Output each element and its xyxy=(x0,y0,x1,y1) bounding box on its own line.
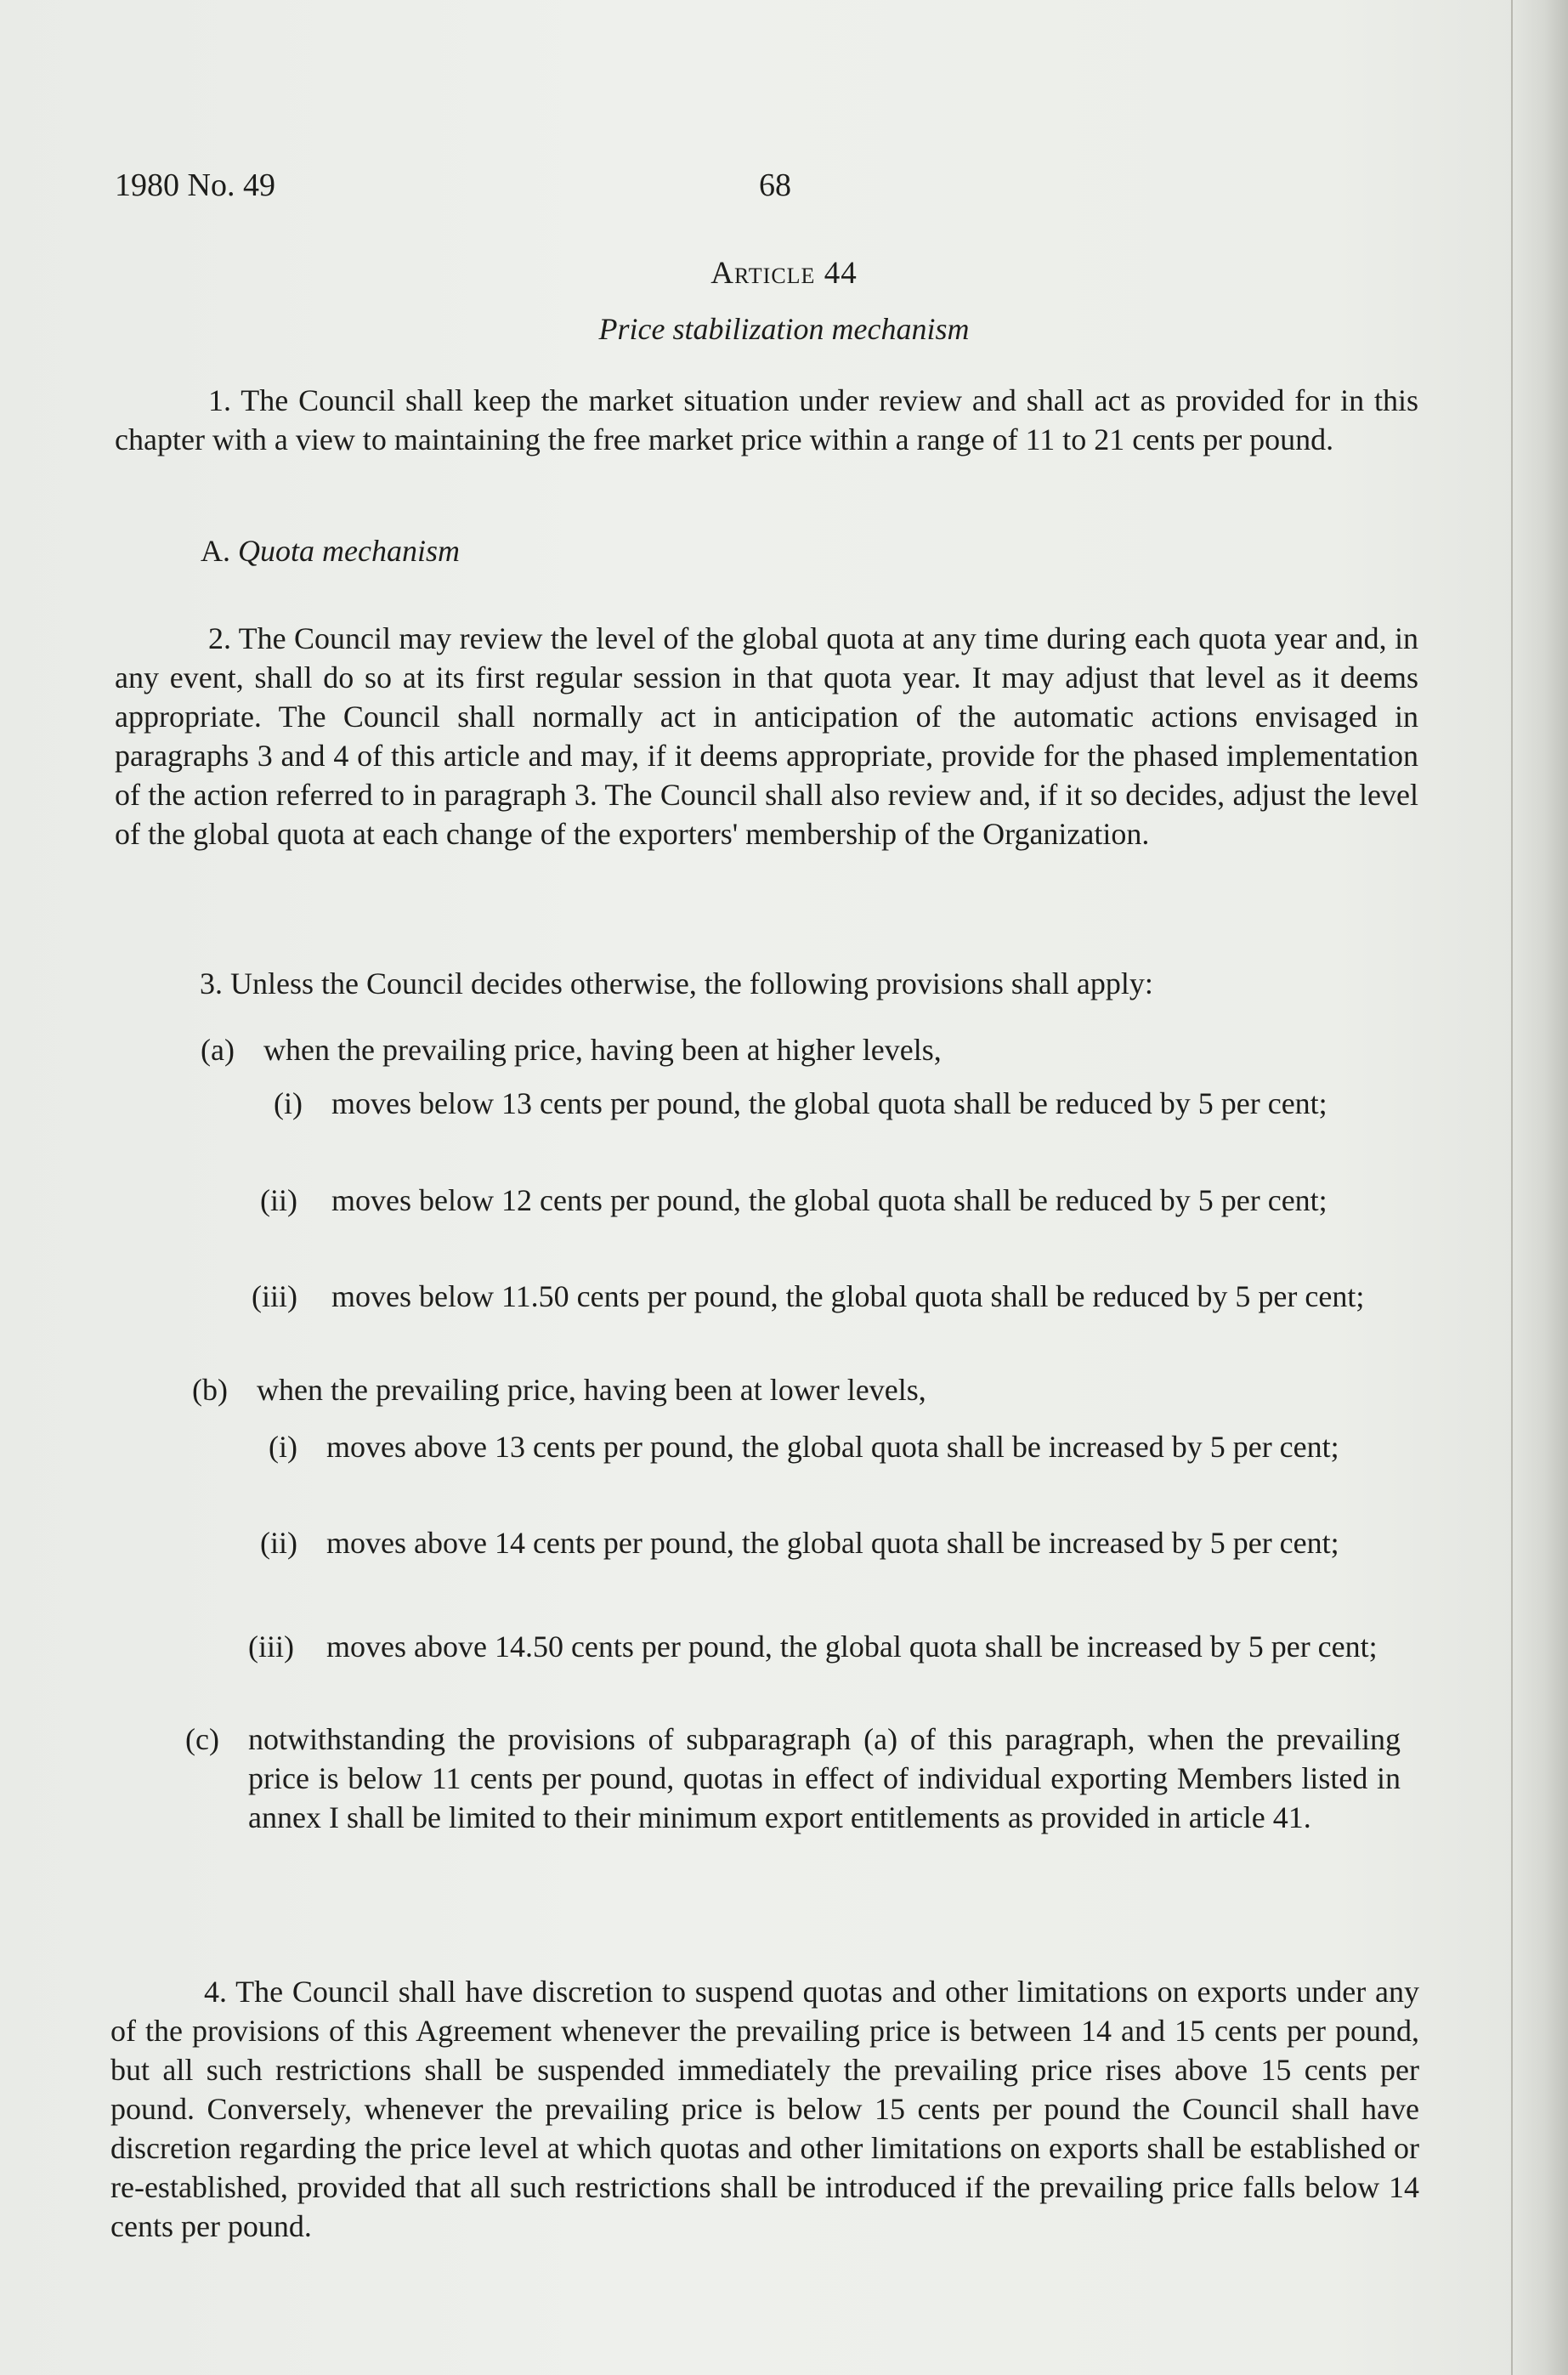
subparagraph-c-label: (c) xyxy=(185,1722,219,1756)
article-title-text: Article 44 xyxy=(710,256,858,291)
article-subtitle: Price stabilization mechanism xyxy=(598,312,970,346)
item-label: (ii) xyxy=(260,1526,297,1560)
subparagraph-b-label: (b) xyxy=(192,1373,228,1407)
paragraph-3-intro: 3. Unless the Council decides otherwise, the following provisions shall apply: xyxy=(200,966,1153,1000)
page-number: 68 xyxy=(759,167,791,203)
spine-shadow xyxy=(1509,0,1568,2375)
paragraph-2: 2. The Council may review the level of the global quota at any time during each quota year and, in any event, shall do so at its first regular session in that quota year. It may adjust that level as it deems appropriate. The Council shall normally act in anticipation of the automatic actions envisaged in paragraphs 3 and 4 of this article and may, if it deems appropriate, provide for the phased implementation of the action referred to in paragraph 3. The Council shall also review and, if it so decides, adjust the level of the global quota at each change of the exporters' membership of the Organization. xyxy=(115,621,1418,851)
paragraph-1: 1. The Council shall keep the market situation under review and shall act as provided for in this chapter with a view to maintaining the free market price within a range of 11 to 21 cents per pound. xyxy=(115,383,1418,456)
subparagraph-c-text: notwithstanding the provisions of subparagraph (a) of this paragraph, when the prevailing price is below 11 cents per pound, quotas in effect of individual exporting Members listed in annex I shall be limited to their minimum export entitlements as provided in article 41. xyxy=(248,1722,1401,1834)
binding-edge xyxy=(1511,0,1513,2375)
subparagraph-a-text: when the prevailing price, having been at higher levels, xyxy=(263,1033,942,1067)
item-label: (i) xyxy=(269,1430,297,1464)
item-label: (iii) xyxy=(252,1279,297,1313)
item-text: moves below 11.50 cents per pound, the global quota shall be reduced by 5 per cent; xyxy=(331,1279,1365,1313)
item-label: (i) xyxy=(274,1086,303,1120)
section-heading-a xyxy=(201,533,460,569)
item-text: moves above 13 cents per pound, the global quota shall be increased by 5 per cent; xyxy=(326,1430,1339,1464)
item-text: moves below 12 cents per pound, the global quota shall be reduced by 5 per cent; xyxy=(331,1183,1327,1217)
statute-reference: 1980 No. 49 xyxy=(115,167,275,203)
item-text: moves above 14 cents per pound, the global quota shall be increased by 5 per cent; xyxy=(326,1526,1339,1560)
subparagraph-b-text: when the prevailing price, having been at lower levels, xyxy=(257,1373,926,1407)
subparagraph-a-label: (a) xyxy=(201,1033,235,1067)
item-text: moves below 13 cents per pound, the global quota shall be reduced by 5 per cent; xyxy=(331,1086,1327,1120)
section-letter: A. xyxy=(201,534,230,568)
item-label: (iii) xyxy=(248,1630,294,1664)
article-title xyxy=(0,255,1568,292)
item-text: moves above 14.50 cents per pound, the global quota shall be increased by 5 per cent; xyxy=(326,1630,1378,1664)
item-label: (ii) xyxy=(260,1183,297,1217)
section-title: Quota mechanism xyxy=(238,534,460,568)
paragraph-4: 4. The Council shall have discretion to suspend quotas and other limitations on exports under any of the provisions of this Agreement whenever the prevailing price is between 14 and 15 cents per pound, but all such restrictions shall be suspended immediately the prevailing price rises above 15 cents per pound. Conversely, whenever the prevailing price is below 15 cents per pound the Council shall have discretion regarding the price level at which quotas and other limitations on exports shall be established or re-established, provided that all such restrictions shall be introduced if the prevailing price falls below 14 cents per pound. xyxy=(110,1975,1419,2243)
